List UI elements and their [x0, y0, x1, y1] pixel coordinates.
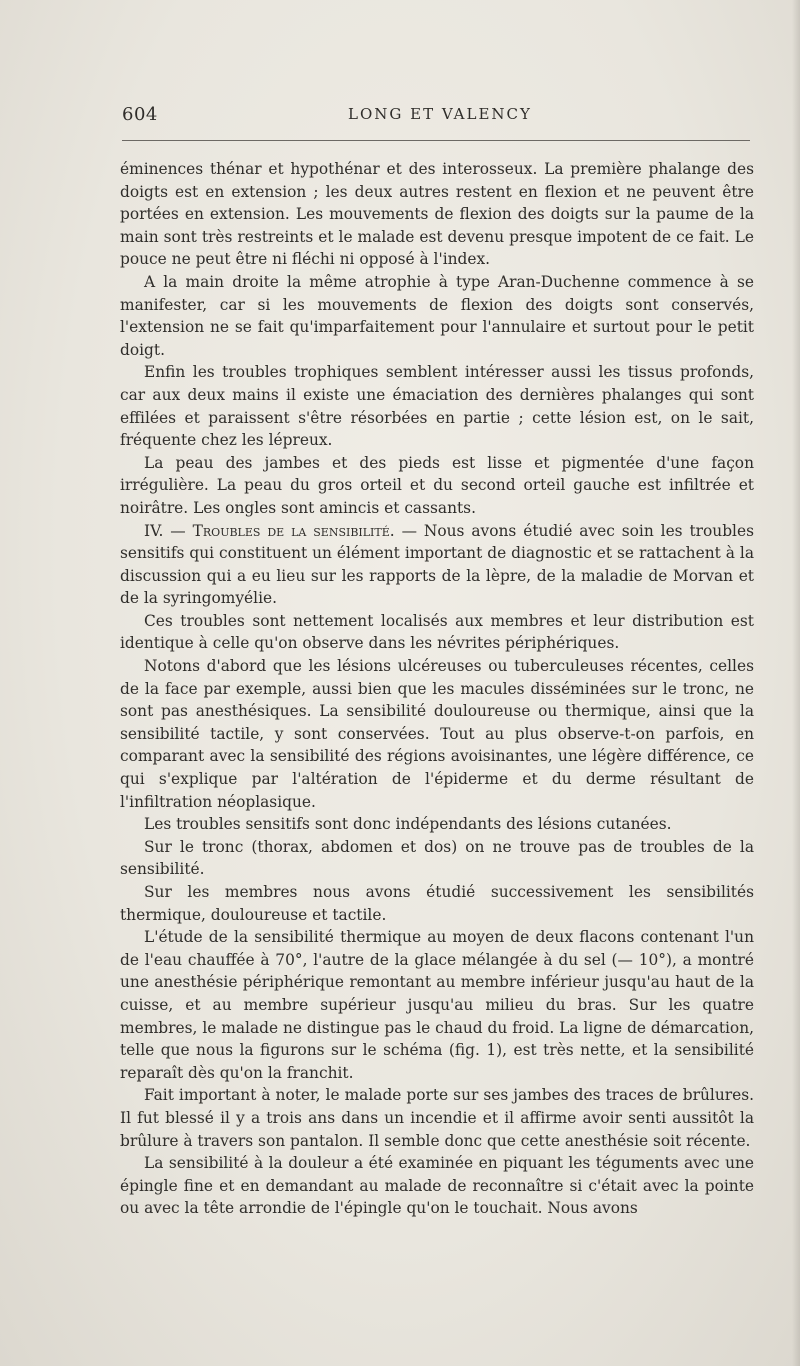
- paragraph-11: L'étude de la sensibilité thermique au moyen de deux flacons contenant l'un de l'eau chauffée à 70°, l'autre de la glace mélangée à du sel (— 10°), a montré une anesthésie périphérique remontant au membre inférieur jusqu'au haut de la cuisse, et au membre supérieur jusqu'au milieu du bras. Sur les quatre membres, le malade ne distingue pas le chaud du froid. La ligne de démarcation, telle que nous la figurons sur le schéma (fig. 1), est très nette, et la sensibilité reparaît dès qu'on la franchit.: [120, 928, 754, 1082]
- paragraph-7: Notons d'abord que les lésions ulcéreuses ou tuberculeuses récentes, celles de la face par exemple, aussi bien que les macules disséminées sur le tronc, ne sont pas anesthésiques. La sensibilité douloureuse ou thermique, ainsi que la sensibilité tactile, y sont conservées. Tout au plus observe-t-on parfois, en comparant avec la sensibilité des régions avoisinantes, une légère différence, ce qui s'explique par l'altération de l'épiderme et du derme résultant de l'infiltration néoplasique.: [120, 657, 754, 811]
- paragraph-9: Sur le tronc (thorax, abdomen et dos) on ne trouve pas de troubles de la sensibilité.: [120, 837, 754, 879]
- section-number: IV. —: [144, 521, 193, 540]
- paragraph-1: éminences thénar et hypothénar et des interosseux. La première phalange des doigts est en extension ; les deux autres restent en flexion et ne peuvent être portées en extension. Les mouvements de flexion des doigts sur la paume de la main sont très restreints et le malade est devenu presque impotent de ce fait. Le pouce ne peut être ni fléchi ni opposé à l'index.: [120, 160, 754, 269]
- section-text: — Nous avons étudié avec soin les troubles sensitifs qui constituent un élément important de diagnostic et se rattachent à la discussion qui a eu lieu sur les rapports de la lèpre, de la maladie de Morvan et de la syringomyélie.: [120, 521, 754, 608]
- paragraph-10: Sur les membres nous avons étudié successivement les sensibilités thermique, douloureuse et tactile.: [120, 883, 754, 924]
- paragraph-5-section-iv: [120, 520, 754, 610]
- page-number: 604: [122, 104, 158, 125]
- paragraph-13: La sensibilité à la douleur a été examinée en piquant les téguments avec une épingle fine et en demandant au malade de reconnaître si c'était avec la pointe ou avec la tête arrondie de l'épingle qu'on le touchait. Nous avons: [120, 1154, 754, 1218]
- running-head-title: LONG ET VALENCY: [348, 105, 532, 123]
- paragraph-12: Fait important à noter, le malade porte sur ses jambes des traces de brûlures. Il fut blessé il y a trois ans dans un incendie et il affirme avoir senti aussitôt la brûlure à travers son pantalon. Il semble donc que cette anesthésie soit récente.: [120, 1086, 754, 1150]
- paragraph-2: A la main droite la même atrophie à type Aran-Duchenne commence à se manifester, car si les mouvements de flexion des doigts sont conservés, l'extension ne se fait qu'imparfaitement pour l'annulaire et surtout pour le petit doigt.: [120, 272, 754, 359]
- page-edge-shadow: [792, 0, 800, 1366]
- paragraph-3: Enfin les troubles trophiques semblent intéresser aussi les tissus profonds, car aux deux mains il existe une émaciation des dernières phalanges qui sont effilées et paraissent s'être résorbées en partie ; cette lésion est, on le sait, fréquente chez les lépreux.: [120, 363, 754, 450]
- paragraph-8: Les troubles sensitifs sont donc indépendants des lésions cutanées.: [144, 815, 672, 834]
- header-rule: [122, 140, 750, 141]
- paragraph-4: La peau des jambes et des pieds est lisse et pigmentée d'une façon irrégulière. La peau du gros orteil et du second orteil gauche est infiltrée et noirâtre. Les ongles sont amincis et cassants.: [120, 453, 754, 517]
- section-heading: Troubles de la sensibilité.: [192, 521, 395, 540]
- paragraph-6: Ces troubles sont nettement localisés aux membres et leur distribution est identique à celle qu'on observe dans les névrites périphériques.: [120, 611, 754, 653]
- running-head: [122, 104, 754, 128]
- body-text: [120, 158, 754, 1220]
